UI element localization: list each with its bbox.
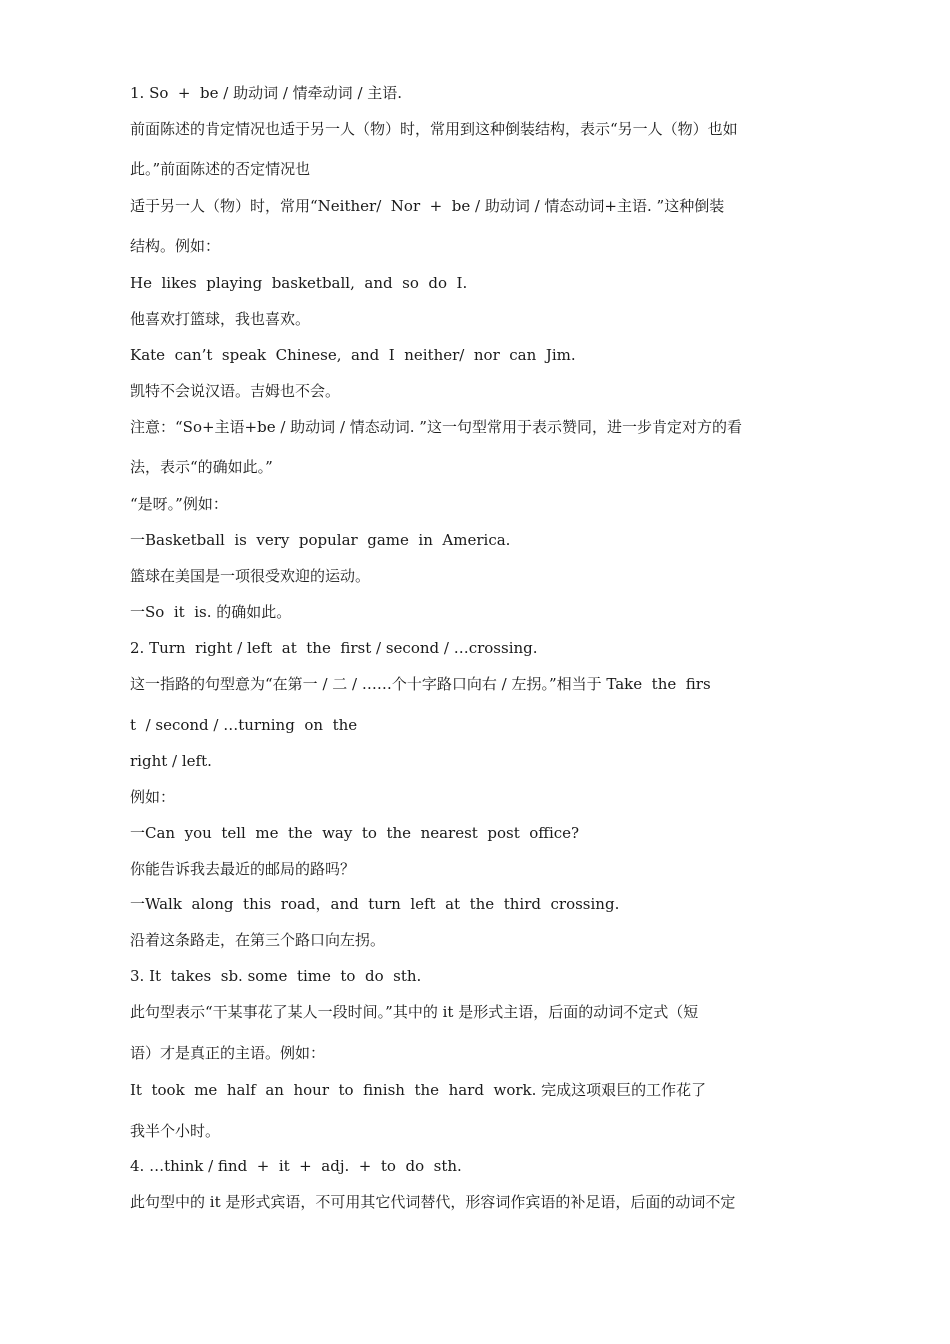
example-translation: 凯特不会说汉语。吉姆也不会。	[130, 382, 341, 400]
example-english: It took me half an hour to finish the hard work. 完成这项艰巨的工作花了	[130, 1081, 707, 1099]
dialogue-line: 一Walk along this road，and turn left at the third crossing.	[130, 895, 620, 913]
note-line: 法，表示“的确如此。”	[130, 458, 273, 476]
example-english: Kate can’t speak Chinese, and I neither/ nor can Jim.	[130, 346, 576, 364]
example-label: 例如：	[130, 788, 176, 806]
paragraph-line: right / left.	[130, 752, 212, 770]
paragraph-line: 这一指路的句型意为“在第一 / 二 / ……个十字路口向右 / 左拐。”相当于 Take the firs	[130, 675, 711, 693]
paragraph-line: 结构。例如：	[130, 237, 221, 255]
heading-it-takes: 3. It takes sb. some time to do sth.	[130, 967, 422, 985]
dialogue-translation: 篮球在美国是一项很受欢迎的运动。	[130, 567, 371, 585]
heading-turn-right-left: 2. Turn right / left at the first / second / …crossing.	[130, 639, 538, 657]
dialogue-translation: 沿着这条路走，在第三个路口向左拐。	[130, 931, 386, 949]
paragraph-line: 前面陈述的肯定情况也适于另一人（物）时，常用到这种倒装结构，表示“另一人（物）也如	[130, 120, 738, 138]
dialogue-line: 一So it is. 的确如此。	[130, 603, 292, 621]
paragraph-line: 适于另一人（物）时，常用“Neither/ Nor + be / 助动词 / 情态动词+主语. ”这种倒装	[130, 197, 725, 215]
example-translation: 他喜欢打篮球，我也喜欢。	[130, 310, 311, 328]
dialogue-line: 一Basketball is very popular game in America.	[130, 531, 511, 549]
note-line: “是呀。”例如：	[130, 495, 228, 513]
paragraph-line: 语）才是真正的主语。例如：	[130, 1044, 326, 1062]
paragraph-line: 此句型表示“干某事花了某人一段时间。”其中的 it 是形式主语，后面的动词不定式（短	[130, 1003, 699, 1021]
dialogue-translation: 你能告诉我去最近的邮局的路吗？	[130, 860, 356, 878]
dialogue-line: 一Can you tell me the way to the nearest post office?	[130, 824, 580, 842]
paragraph-line: 此。”前面陈述的否定情况也	[130, 160, 311, 178]
heading-so-be: 1. So + be / 助动词 / 情牵动词 / 主语.	[130, 84, 403, 102]
note-line: 注意：“So+主语+be / 助动词 / 情态动词. ”这一句型常用于表示赞同，进一步肯定对方的看	[130, 418, 742, 436]
heading-think-find-it: 4. …think / find + it + adj. + to do sth.	[130, 1157, 462, 1175]
paragraph-line: t / second / …turning on the	[130, 716, 358, 734]
example-english: He likes playing basketball, and so do I.	[130, 274, 468, 292]
paragraph-line: 此句型中的 it 是形式宾语，不可用其它代词替代，形容词作宾语的补足语，后面的动词不定	[130, 1193, 736, 1211]
example-translation: 我半个小时。	[130, 1122, 221, 1140]
